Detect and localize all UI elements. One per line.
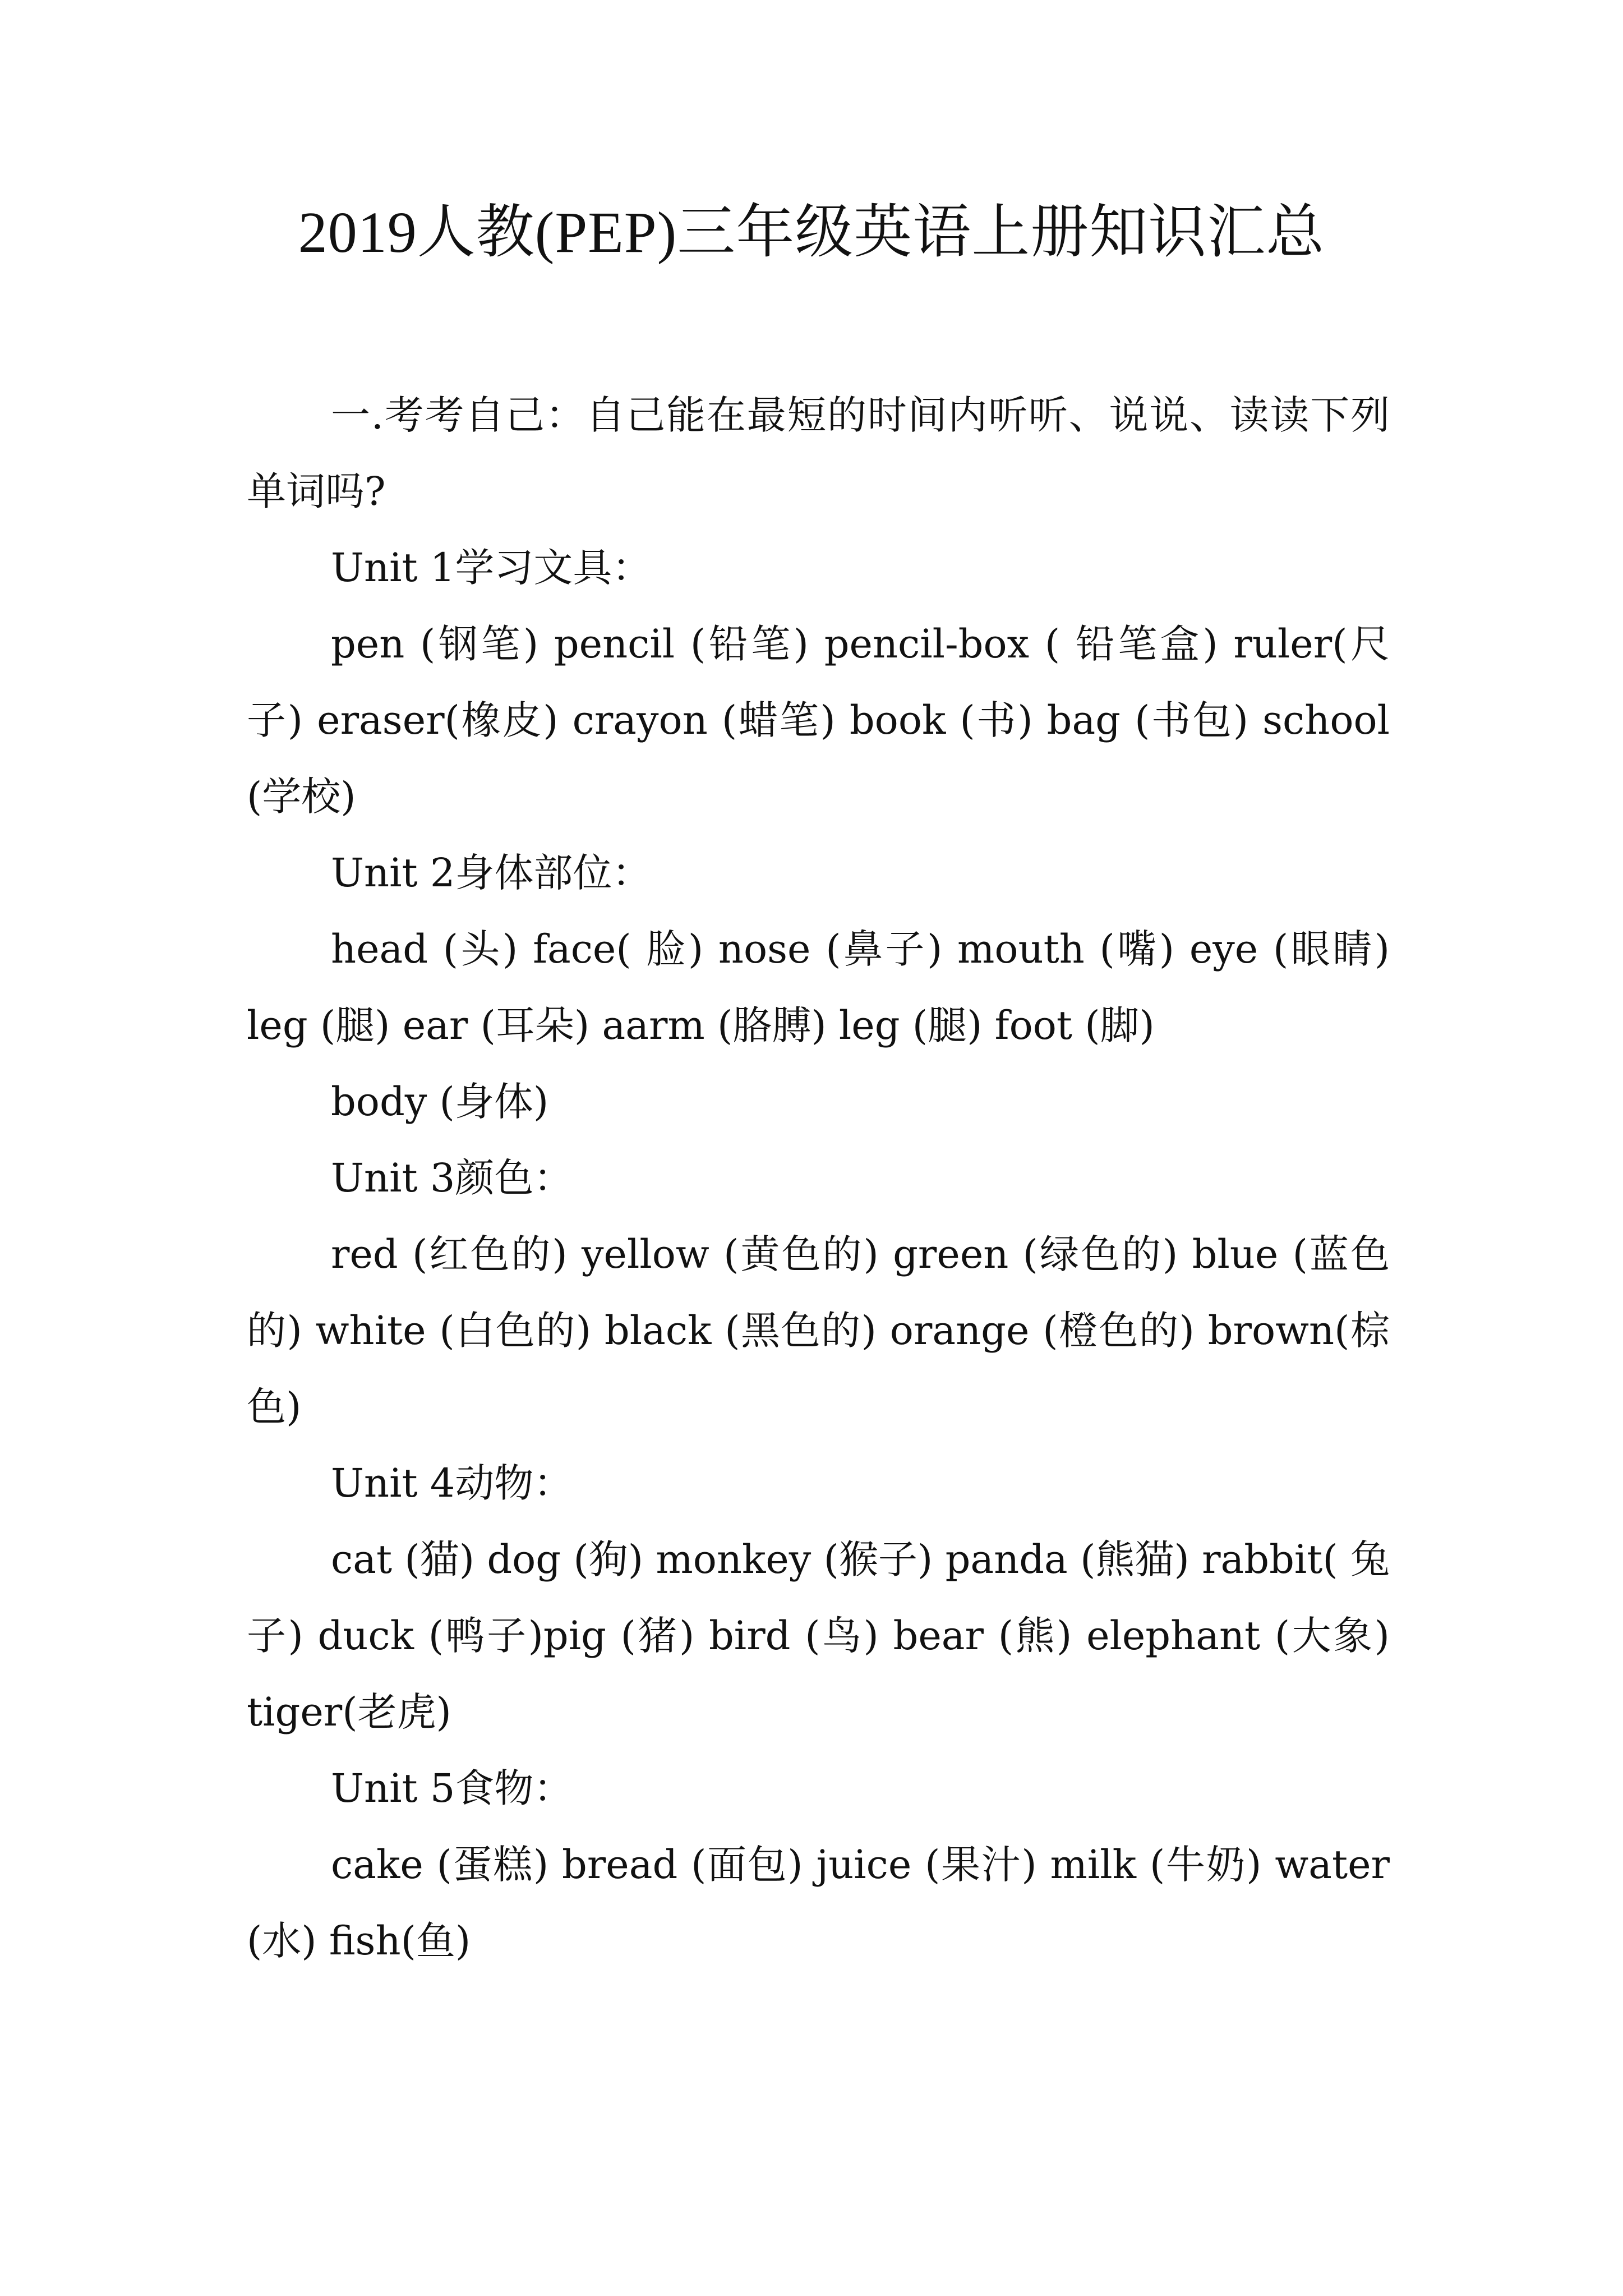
unit-4-words: cat (猫) dog (狗) monkey (猴子) panda (熊猫) rabbit( 兔子) duck (鸭子)pig (猪) bird (鸟) bear (熊) elephant (大象) tiger(老虎) xyxy=(247,1536,1390,1735)
intro-paragraph: 一.考考自己：自己能在最短的时间内听听、说说、读读下列单词吗? xyxy=(247,392,1390,514)
unit-2-words: head (头) face( 脸) nose (鼻子) mouth (嘴) eye (眼睛) leg (腿) ear (耳朵) aarm (胳膊) leg (腿) foot (脚) xyxy=(247,926,1390,1048)
unit-3-heading: Unit 3颜色： xyxy=(331,1155,573,1201)
unit-5-heading: Unit 5食物： xyxy=(331,1765,573,1811)
unit-5-words: cake (蛋糕) bread (面包) juice (果汁) milk (牛奶) water (水) fish(鱼) xyxy=(247,1842,1390,1964)
document-body xyxy=(247,377,1390,1979)
unit-2-heading: Unit 2身体部位： xyxy=(331,850,652,896)
unit-3-words: red (红色的) yellow (黄色的) green (绿色的) blue (蓝色的) white (白色的) black (黑色的) orange (橙色的) brown(棕色) xyxy=(247,1231,1390,1430)
unit-4-heading: Unit 4动物： xyxy=(331,1460,573,1506)
unit-2-words-extra: body (身体) xyxy=(331,1079,549,1125)
document-title: 2019人教(PEP)三年级英语上册知识汇总 xyxy=(298,200,1325,265)
unit-1-heading: Unit 1学习文具： xyxy=(331,545,652,591)
unit-1-words: pen (钢笔) pencil (铅笔) pencil-box ( 铅笔盒) ruler(尺子) eraser(橡皮) crayon (蜡笔) book (书) bag (书包) school (学校) xyxy=(247,621,1390,820)
